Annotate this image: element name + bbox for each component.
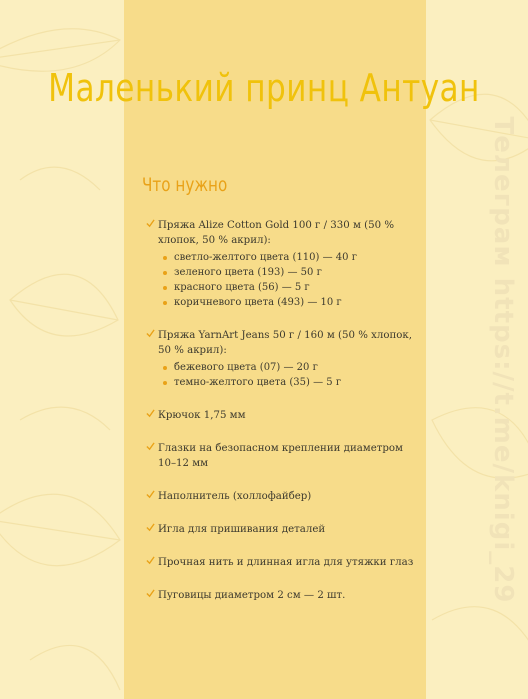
materials-list [146,218,416,621]
sub-list-item [158,360,416,375]
sub-item-text: красного цвета (56) — 5 г [174,282,310,293]
check-icon [146,219,155,228]
bullet-icon [163,366,167,370]
check-icon [146,490,155,499]
sub-item-text: зеленого цвета (193) — 50 г [174,267,322,278]
sub-item-text: светло-желтого цвета (110) — 40 г [174,252,357,263]
sub-list [158,250,416,310]
sub-list-item [158,295,416,310]
item-text: Глазки на безопасном креплении диаметром 10–12 мм [158,443,403,469]
sub-list [158,360,416,390]
sub-item-text: темно-желтого цвета (35) — 5 г [174,377,342,388]
check-icon [146,409,155,418]
sub-list-item [158,265,416,280]
list-item [146,489,416,504]
bullet-icon [163,256,167,260]
sub-list-item [158,375,416,390]
item-text: Пряжа YarnArt Jeans 50 г / 160 м (50 % хлопок, 50 % акрил): [158,330,412,356]
bullet-icon [163,286,167,290]
watermark-text: Телеграм https://t.me/knigi_29 [488,116,518,604]
bullet-icon [163,301,167,305]
sub-list-item [158,250,416,265]
section-heading: Что нужно [142,174,228,196]
list-item [146,408,416,423]
bullet-icon [163,381,167,385]
item-text: Пряжа Alize Cotton Gold 100 г / 330 м (50 % хлопок, 50 % акрил): [158,220,394,246]
check-icon [146,589,155,598]
sub-item-text: коричневого цвета (493) — 10 г [174,297,342,308]
item-text: Наполнитель (холлофайбер) [158,491,312,502]
list-item [146,522,416,537]
item-text: Крючок 1,75 мм [158,410,246,421]
list-item [146,218,416,310]
item-text: Пуговицы диаметром 2 см — 2 шт. [158,590,346,601]
check-icon [146,442,155,451]
list-item [146,441,416,471]
check-icon [146,523,155,532]
list-item [146,588,416,603]
page-title: Маленький принц Антуан [48,66,480,110]
list-item [146,555,416,570]
item-text: Игла для пришивания деталей [158,524,326,535]
sub-item-text: бежевого цвета (07) — 20 г [174,362,318,373]
sub-list-item [158,280,416,295]
item-text: Прочная нить и длинная игла для утяжки глаз [158,557,414,568]
check-icon [146,329,155,338]
check-icon [146,556,155,565]
bullet-icon [163,271,167,275]
list-item [146,328,416,390]
